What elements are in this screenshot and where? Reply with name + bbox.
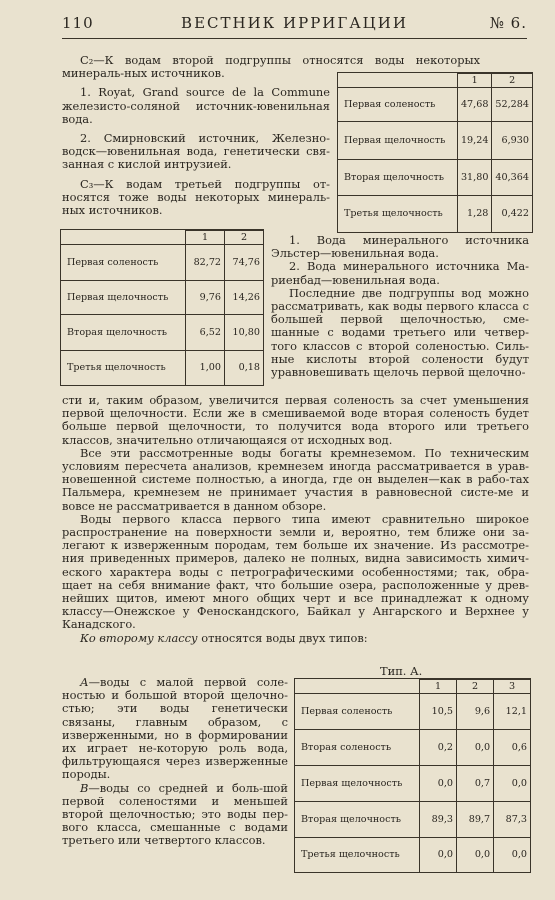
full-width-text	[62, 394, 529, 645]
paragraph-c2: С₂—К водам второй подгруппы относятся воды некоторых минераль-ных источников.	[62, 53, 480, 81]
table-header-row	[295, 680, 530, 694]
paragraph-type-b	[62, 782, 288, 848]
type-a-letter: А	[80, 675, 89, 689]
right-side-text	[271, 234, 529, 379]
table-row: Вторая щелочность 6,52 10,80	[61, 315, 263, 351]
paragraph-second-class	[62, 632, 529, 645]
column-header: 1	[457, 74, 491, 88]
item-marienbad: 2. Вода минерального источника Ма-риенбад—ювенильная вода.	[271, 259, 529, 287]
table-row: Вторая щелочность 89,3 89,7 87,3	[295, 802, 530, 838]
second-class-rest: относятся воды двух типов:	[201, 630, 368, 645]
table-header-row	[61, 231, 263, 245]
journal-title: ВЕСТНИК ИРРИГАЦИИ	[181, 14, 408, 32]
type-b-text: —воды со средней и боль-шой первой соленостями и меньшей второй щелочностью; это воды пер-вого класса, смешанные с водами третьего или четвертого классов.	[62, 780, 288, 848]
header-rule	[62, 38, 527, 39]
type-a-text: —воды с малой первой соле-ностью и большой второй щелочно-стью; эти воды генетически связаны, главным образом, с изверженными, но в формировании их играет не-которую роль вода, фильтрующаяся через изверженные породы.	[62, 675, 288, 782]
second-class-italic: Ко второму классу	[80, 630, 198, 645]
table-c3-frame	[60, 229, 264, 386]
item-elster: 1. Вода минерального источника Эльстер—ювенильная вода.	[271, 233, 529, 261]
table-row: Первая щелочность 9,76 14,26	[61, 281, 263, 315]
column-header: 2	[492, 74, 532, 88]
table-c3	[61, 230, 263, 385]
paragraph-salinity: сти и, таким образом, увеличится первая соленость за счет уменьшения первой щелочности. Если же в смешиваемой воде вторая соленость будет больше первой щелочности, то получится вода второго или третьего классов, значительно отличающаяся от исходных вод.	[62, 393, 529, 447]
table-a-caption: Тип. А.	[380, 664, 423, 678]
table-a-frame	[294, 678, 531, 873]
item-royat: 1. Royat, Grand source de la Commune железисто-соляной источник-ювенильная вода.	[62, 85, 330, 126]
paragraph-first-class: Воды первого класса первого типа имеют сравнительно широкое распространение на поверхности земли и, вероятно, тем ближе они за-легают к изверженным породам, тем больше их значение. Из рассмотре-ния приведенных примеров, далеко не полных, видна зависимость химич-еского характера воды с петрографическими особенностями; так, обра-щает на себя внимание факт, что большие озера, расположенные у древ-нейших щитов, имеют много общих черт и все принадлежат к одному классу—Онежское у Феноскандского, Байкал у Ангарского и Верхнее у Канадского.	[62, 511, 529, 632]
column-header: 1	[420, 680, 457, 694]
column-header: 3	[494, 680, 530, 694]
table-a	[295, 679, 530, 872]
table-row: Первая щелочность 19,24 6,930	[338, 122, 532, 160]
table-c2	[338, 73, 532, 232]
column-header: 2	[457, 680, 494, 694]
table-row: Первая щелочность 0,0 0,7 0,0	[295, 766, 530, 802]
page-number: 110	[62, 14, 94, 32]
table-row: Третья щелочность 1,00 0,18	[61, 351, 263, 385]
column-header: 1	[186, 231, 225, 245]
paragraph-c3: С₃—К водам третьей подгруппы от-носятся тоже воды некоторых минераль-ных источников.	[62, 176, 330, 218]
bottom-left-text	[62, 676, 288, 848]
item-smirnovsky: 2. Смирновский источник, Железно-водск—ювенильная вода, генетически свя-занная с кислой интрузией.	[62, 131, 330, 172]
issue-number: № 6.	[489, 14, 527, 32]
page-header	[62, 14, 527, 36]
table-row: Вторая щелочность 31,80 40,364	[338, 160, 532, 196]
table-row: Третья щелочность 1,28 0,422	[338, 196, 532, 232]
paragraph-type-a	[62, 676, 288, 782]
table-header-row	[338, 74, 532, 88]
table-row: Первая соленость 82,72 74,76	[61, 245, 263, 281]
paragraph-subgroups: Последние две подгруппы вод можно рассматривать, как воды первого класса с большей первой щелочностью, сме-шанные с водами третьего или четвер-того классов с второй соленостью. Силь-ные кислоты второй солености будут уравновешивать щелочь первой щелочно-	[271, 285, 529, 380]
column-header: 2	[225, 231, 263, 245]
table-row: Первая соленость 47,68 52,284	[338, 88, 532, 122]
table-c2-frame	[337, 72, 533, 233]
paragraph-silica: Все эти рассмотренные воды богаты кремнеземом. По техническим условиям пересчета анализов, кремнезем иногда рассматривается в урав-новешенной системе полностью, а иногда, где он выделен—как в рабо-тах Пальмера, кремнезем не принимает участия в равновесной систе-ме и вовсе не рассматривается в данном обзоре.	[62, 445, 529, 513]
table-row: Третья щелочность 0,0 0,0 0,0	[295, 838, 530, 872]
type-b-letter: В	[80, 780, 89, 795]
table-row: Вторая соленость 0,2 0,0 0,6	[295, 730, 530, 766]
table-row: Первая соленость 10,5 9,6 12,1	[295, 694, 530, 730]
